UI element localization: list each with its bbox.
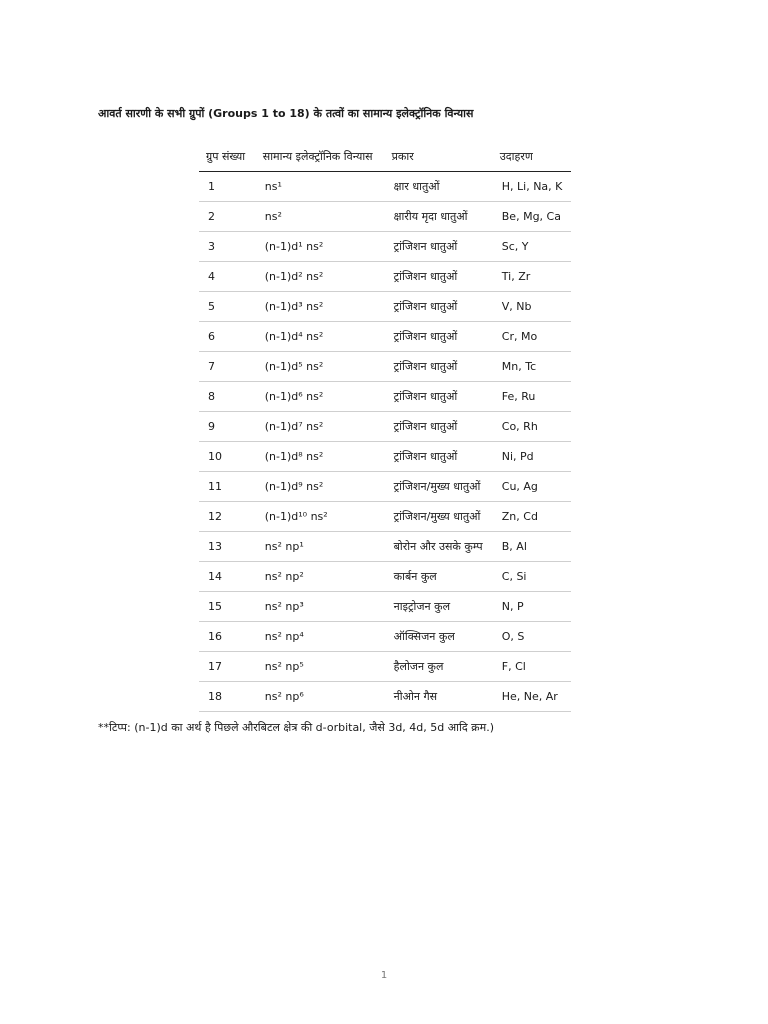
cell-group-number: 7: [199, 352, 256, 382]
page-title: आवर्त सारणी के सभी ग्रुपों (Groups 1 to 18) के तत्वों का सामान्य इलेक्ट्रॉनिक विन्यास: [98, 107, 474, 120]
cell-group-number: 8: [199, 382, 256, 412]
cell-group-number: 12: [199, 502, 256, 532]
table-row: [199, 292, 571, 322]
cell-type: ट्रांजिशन धातुओं: [385, 292, 493, 322]
cell-examples: Cr, Mo: [493, 322, 571, 352]
table-row: [199, 562, 571, 592]
cell-type: बोरोन और उसके कुम्प: [385, 532, 493, 562]
cell-configuration: (n-1)d⁹ ns²: [256, 472, 385, 502]
cell-group-number: 11: [199, 472, 256, 502]
cell-type: ट्रांजिशन धातुओं: [385, 412, 493, 442]
cell-examples: Ti, Zr: [493, 262, 571, 292]
table-row: [199, 652, 571, 682]
table-row: [199, 172, 571, 202]
cell-type: क्षार धातुओं: [385, 172, 493, 202]
footnote: **टिप्प: (n-1)d का अर्थ है पिछले औरबिटल क्षेत्र की d-orbital, जैसे 3d, 4d, 5d आदि क्रम.): [98, 721, 494, 734]
cell-type: हैलोजन कुल: [385, 652, 493, 682]
cell-group-number: 4: [199, 262, 256, 292]
table-row: [199, 472, 571, 502]
cell-group-number: 1: [199, 172, 256, 202]
table-row: [199, 202, 571, 232]
cell-type: ट्रांजिशन धातुओं: [385, 352, 493, 382]
column-header-examples: उदाहरण: [493, 142, 571, 172]
cell-examples: V, Nb: [493, 292, 571, 322]
cell-type: नीओन गैस: [385, 682, 493, 712]
cell-examples: Zn, Cd: [493, 502, 571, 532]
cell-group-number: 14: [199, 562, 256, 592]
table-row: [199, 322, 571, 352]
cell-type: कार्बन कुल: [385, 562, 493, 592]
cell-configuration: (n-1)d¹⁰ ns²: [256, 502, 385, 532]
cell-configuration: ns² np⁵: [256, 652, 385, 682]
column-header-type: प्रकार: [385, 142, 493, 172]
cell-configuration: ns² np²: [256, 562, 385, 592]
cell-group-number: 17: [199, 652, 256, 682]
cell-examples: N, P: [493, 592, 571, 622]
cell-examples: Co, Rh: [493, 412, 571, 442]
table-row: [199, 232, 571, 262]
cell-configuration: ns¹: [256, 172, 385, 202]
cell-type: ट्रांजिशन/मुख्य धातुओं: [385, 472, 493, 502]
table-header-row: [199, 142, 571, 172]
table-row: [199, 532, 571, 562]
table-body: [199, 172, 571, 712]
cell-type: ट्रांजिशन धातुओं: [385, 442, 493, 472]
cell-configuration: ns² np⁶: [256, 682, 385, 712]
cell-examples: C, Si: [493, 562, 571, 592]
cell-configuration: ns² np³: [256, 592, 385, 622]
cell-examples: B, Al: [493, 532, 571, 562]
cell-configuration: (n-1)d⁸ ns²: [256, 442, 385, 472]
table-row: [199, 352, 571, 382]
column-header-configuration: सामान्य इलेक्ट्रॉनिक विन्यास: [256, 142, 385, 172]
cell-type: ऑक्सिजन कुल: [385, 622, 493, 652]
cell-configuration: (n-1)d¹ ns²: [256, 232, 385, 262]
column-header-group-number: ग्रुप संख्या: [199, 142, 256, 172]
cell-examples: He, Ne, Ar: [493, 682, 571, 712]
cell-type: नाइट्रोजन कुल: [385, 592, 493, 622]
cell-group-number: 15: [199, 592, 256, 622]
table-row: [199, 592, 571, 622]
cell-type: ट्रांजिशन/मुख्य धातुओं: [385, 502, 493, 532]
cell-type: ट्रांजिशन धातुओं: [385, 262, 493, 292]
table-row: [199, 382, 571, 412]
cell-examples: Sc, Y: [493, 232, 571, 262]
cell-group-number: 18: [199, 682, 256, 712]
cell-configuration: ns²: [256, 202, 385, 232]
cell-group-number: 10: [199, 442, 256, 472]
table-row: [199, 622, 571, 652]
cell-configuration: (n-1)d² ns²: [256, 262, 385, 292]
table-row: [199, 442, 571, 472]
page-number: 1: [380, 970, 388, 981]
table-row: [199, 682, 571, 712]
table-row: [199, 262, 571, 292]
table-row: [199, 412, 571, 442]
cell-examples: Cu, Ag: [493, 472, 571, 502]
cell-examples: Fe, Ru: [493, 382, 571, 412]
cell-examples: F, Cl: [493, 652, 571, 682]
cell-group-number: 13: [199, 532, 256, 562]
cell-group-number: 9: [199, 412, 256, 442]
cell-group-number: 3: [199, 232, 256, 262]
cell-type: ट्रांजिशन धातुओं: [385, 322, 493, 352]
cell-configuration: ns² np¹: [256, 532, 385, 562]
cell-configuration: (n-1)d⁷ ns²: [256, 412, 385, 442]
cell-examples: H, Li, Na, K: [493, 172, 571, 202]
cell-examples: Mn, Tc: [493, 352, 571, 382]
cell-type: ट्रांजिशन धातुओं: [385, 232, 493, 262]
cell-type: क्षारीय मृदा धातुओं: [385, 202, 493, 232]
cell-examples: O, S: [493, 622, 571, 652]
cell-type: ट्रांजिशन धातुओं: [385, 382, 493, 412]
cell-configuration: ns² np⁴: [256, 622, 385, 652]
cell-configuration: (n-1)d³ ns²: [256, 292, 385, 322]
cell-group-number: 2: [199, 202, 256, 232]
table-row: [199, 502, 571, 532]
cell-group-number: 5: [199, 292, 256, 322]
cell-examples: Ni, Pd: [493, 442, 571, 472]
cell-group-number: 16: [199, 622, 256, 652]
electron-configuration-table: [199, 142, 571, 712]
cell-examples: Be, Mg, Ca: [493, 202, 571, 232]
cell-configuration: (n-1)d⁵ ns²: [256, 352, 385, 382]
cell-configuration: (n-1)d⁶ ns²: [256, 382, 385, 412]
cell-configuration: (n-1)d⁴ ns²: [256, 322, 385, 352]
cell-group-number: 6: [199, 322, 256, 352]
